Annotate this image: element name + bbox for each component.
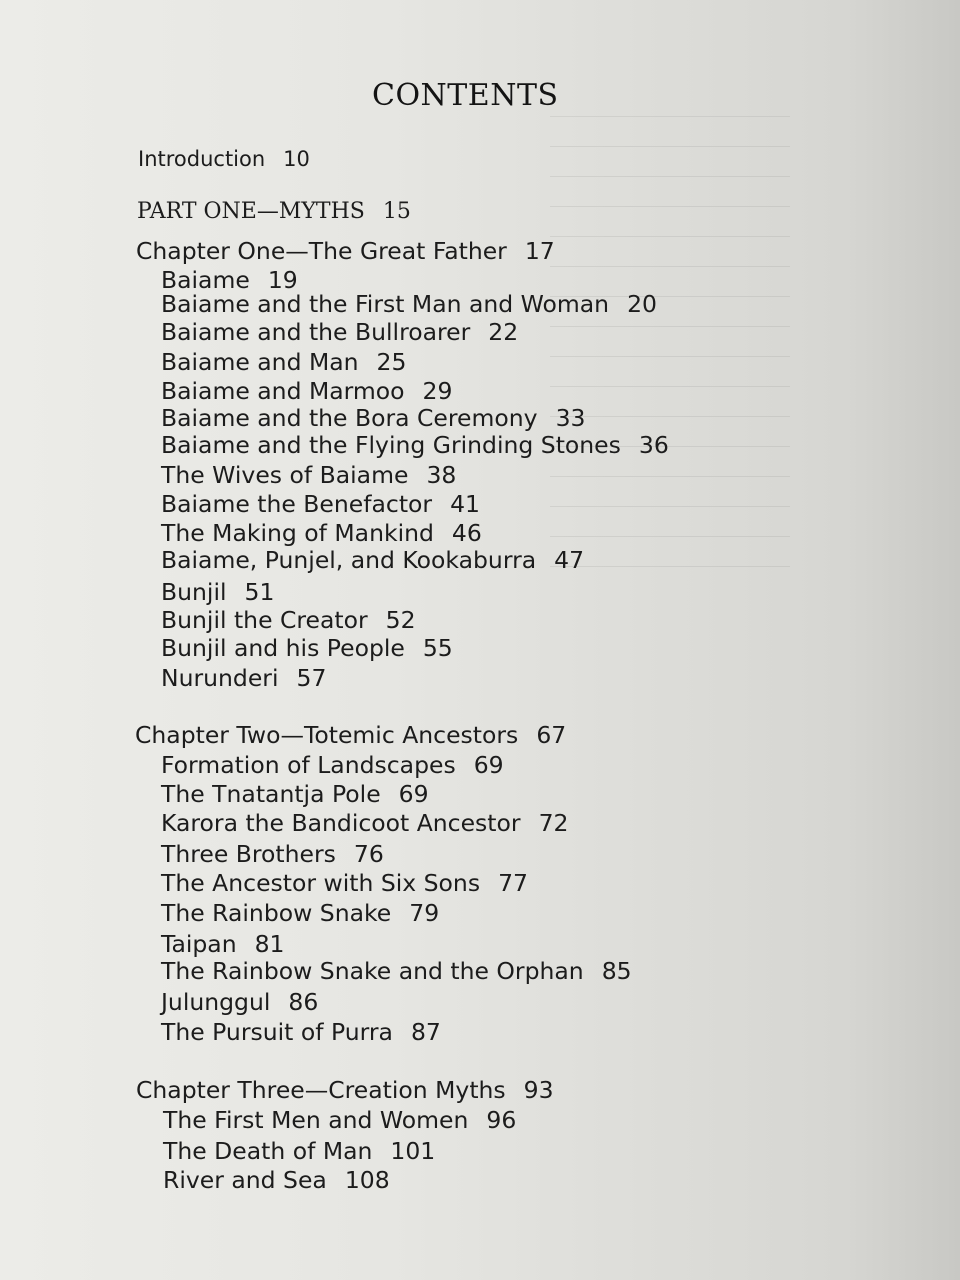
entry-page: 76 (353, 840, 384, 868)
entry-page: 85 (601, 957, 632, 985)
entry-page: 22 (488, 318, 519, 346)
entry-title: Chapter One—The Great Father (136, 237, 507, 265)
toc-chapter (136, 1075, 554, 1105)
entry-page: 46 (451, 519, 482, 547)
entry-title: The Ancestor with Six Sons (161, 869, 481, 897)
entry-title: Baiame (161, 266, 250, 294)
entry-title: Karora the Bandicoot Ancestor (161, 809, 521, 837)
entry-title: Baiame and the Bullroarer (161, 318, 471, 346)
entry-title: Bunjil (161, 578, 227, 606)
entry-title: The Tnatantja Pole (161, 780, 381, 808)
entry-title: The Wives of Baiame (161, 461, 409, 489)
toc-item (161, 1017, 441, 1047)
entry-page: 25 (376, 348, 407, 376)
entry-title: Julunggul (161, 988, 271, 1016)
entry-title: PART ONE—MYTHS (137, 199, 365, 224)
entry-page: 72 (538, 809, 569, 837)
entry-page: 108 (344, 1166, 390, 1194)
entry-title: The First Men and Women (163, 1106, 469, 1134)
entry-title: Formation of Landscapes (161, 751, 456, 779)
entry-page: 87 (410, 1018, 441, 1046)
toc-item (161, 545, 584, 575)
toc-item (161, 839, 384, 869)
entry-title: Baiame and the Bora Ceremony (161, 404, 538, 432)
entry-title: Bunjil the Creator (161, 606, 368, 634)
toc-item (161, 317, 518, 347)
toc-item (161, 663, 326, 693)
toc-part-one (137, 197, 411, 227)
entry-title: The Pursuit of Purra (161, 1018, 393, 1046)
entry-title: Baiame and the Flying Grinding Stones (161, 431, 621, 459)
entry-title: Chapter Two—Totemic Ancestors (135, 721, 519, 749)
toc-item (163, 1136, 435, 1166)
toc-chapter (136, 236, 555, 266)
toc-item (161, 605, 416, 635)
toc-item (161, 489, 480, 519)
entry-page: 81 (254, 930, 285, 958)
toc-item (161, 518, 482, 548)
toc-item (161, 460, 456, 490)
entry-title: River and Sea (163, 1166, 327, 1194)
entry-page: 93 (523, 1076, 554, 1104)
toc-item (161, 750, 504, 780)
entry-page: 20 (627, 290, 657, 318)
toc-item (161, 633, 453, 663)
entry-page: 19 (267, 266, 298, 294)
page-title: CONTENTS (372, 78, 559, 113)
toc-item (163, 1165, 390, 1195)
entry-page: 10 (283, 147, 310, 171)
toc-item (163, 1105, 516, 1135)
entry-page: 15 (382, 199, 411, 224)
entry-page: 69 (473, 751, 504, 779)
toc-item (161, 898, 439, 928)
entry-title: Introduction (138, 147, 266, 171)
toc-item (161, 376, 452, 406)
entry-page: 33 (555, 404, 586, 432)
entry-page: 69 (398, 780, 429, 808)
toc-item (161, 577, 274, 607)
entry-title: Three Brothers (161, 840, 336, 868)
toc-item (161, 779, 429, 809)
entry-page: 55 (422, 634, 453, 662)
toc-item (161, 430, 669, 460)
entry-page: 17 (524, 237, 555, 265)
entry-title: The Making of Mankind (161, 519, 434, 547)
entry-page: 38 (426, 461, 457, 489)
toc-item (161, 868, 528, 898)
entry-title: The Death of Man (163, 1137, 373, 1165)
entry-title: Baiame and the First Man and Woman (161, 290, 610, 318)
toc-item (161, 987, 318, 1017)
entry-page: 47 (554, 546, 585, 574)
toc-item (161, 956, 632, 986)
toc-item (161, 808, 568, 838)
toc-item (161, 929, 285, 959)
entry-page: 96 (486, 1106, 517, 1134)
entry-title: Chapter Three—Creation Myths (136, 1076, 506, 1104)
entry-title: Baiame, Punjel, and Kookaburra (161, 546, 537, 574)
entry-page: 36 (638, 431, 669, 459)
entry-title: Baiame and Man (161, 348, 359, 376)
entry-title: Baiame and Marmoo (161, 377, 405, 405)
entry-page: 41 (450, 490, 480, 518)
toc-introduction (138, 144, 310, 174)
entry-page: 101 (390, 1137, 436, 1165)
entry-page: 67 (536, 721, 567, 749)
entry-page: 86 (288, 988, 319, 1016)
toc-chapter (135, 720, 566, 750)
toc-item (161, 347, 406, 377)
entry-title: Bunjil and his People (161, 634, 405, 662)
entry-title: Baiame the Benefactor (161, 490, 433, 518)
entry-title: Nurunderi (161, 664, 279, 692)
entry-title: The Rainbow Snake (161, 899, 392, 927)
toc-item (161, 403, 585, 433)
entry-title: The Rainbow Snake and the Orphan (161, 957, 584, 985)
entry-page: 79 (409, 899, 440, 927)
entry-page: 51 (244, 578, 275, 606)
entry-page: 29 (422, 377, 453, 405)
toc-item (161, 289, 657, 319)
entry-title: Taipan (161, 930, 237, 958)
entry-page: 57 (296, 664, 327, 692)
entry-page: 77 (498, 869, 528, 897)
entry-page: 52 (385, 606, 416, 634)
